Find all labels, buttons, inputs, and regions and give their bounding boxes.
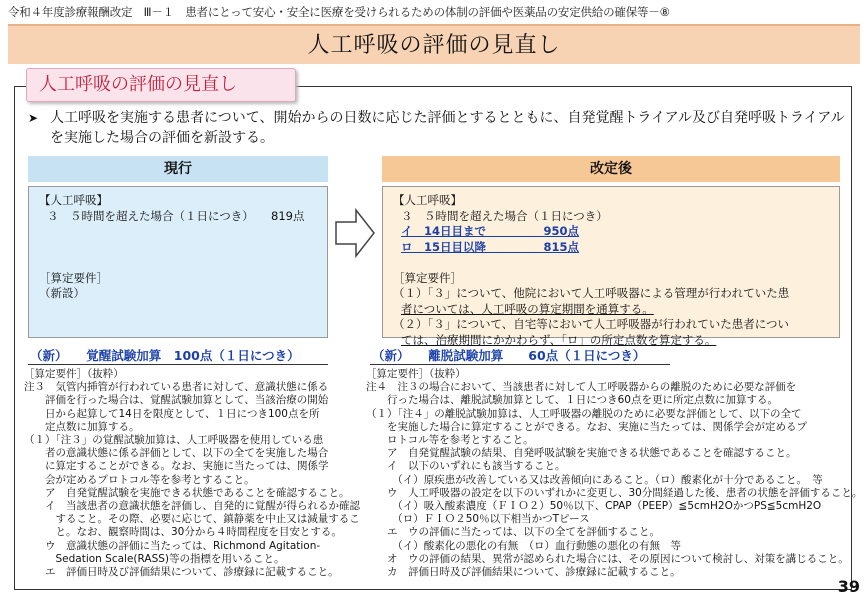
- right-arrow-icon: [334, 208, 376, 258]
- revised-req-1a: （１）「３」について、他院において人工呼吸器による管理が行われていた患: [393, 286, 790, 300]
- revised-line: 【人工呼吸】: [393, 193, 462, 207]
- req-line: 者の意識状態に係る評価として、以下の全てを実施した場合: [24, 447, 329, 460]
- req-line: に算定することができる。なお、実施に当たっては、関係学: [24, 460, 329, 473]
- req-line: ［算定要件］（抜粋）: [24, 368, 124, 380]
- req-line: 日から起算して14日を限度として、１日につき100点を所: [24, 407, 320, 420]
- slide-header: 令和４年度診療報酬改定 Ⅲ－１ 患者にとって安心・安全に医療を受けられるための体制の評価や医薬品の安定供給の確保等－⑧: [8, 5, 670, 19]
- bullet-arrow-icon: ➤: [28, 111, 39, 125]
- req-line: イ 当該患者の意識状態を評価し、自発的に覚醒が得られるか確認: [24, 500, 360, 513]
- revised-req-2b: ては、治療期間にかかわらず、「ロ」の所定点数を算定する。: [401, 332, 717, 347]
- req-line: ア 自発覚醒試験の結果、自発呼吸試験を実施できる状態であることを確認すること。: [366, 447, 797, 460]
- req-line: すること。その際、必要に応じて、鎮静薬を中止又は減量するこ: [24, 513, 360, 526]
- req-line: ロトコル等を参考とすること。: [366, 434, 534, 447]
- current-line: [39, 240, 317, 256]
- page-title: 人工呼吸の評価の見直し: [307, 33, 561, 58]
- wake-test-requirements: [24, 368, 360, 579]
- req-line: （１）「注４」の離脱試験加算は、人工呼吸器の離脱のために必要な評価として、以下の全て: [366, 407, 802, 420]
- weaning-test-addition-title: （新） 離脱試験加算 60点（１日につき）: [372, 348, 646, 363]
- revised-item-ro: ロ 15日目以降 815点: [401, 239, 580, 254]
- current-box: [28, 186, 328, 338]
- revised-item-i: イ 14日目まで 950点: [401, 224, 580, 238]
- req-line: オ ウの評価の結果、異常が認められた場合には、その原因について検討し、対策を講じること。: [366, 552, 849, 565]
- req-line: エ ウの評価に当たっては、以下の全てを評価すること。: [366, 526, 660, 539]
- req-line: 会が定めるプロトコル等を参考とすること。: [24, 473, 255, 486]
- req-line: を実施した場合に算定することができる。なお、実施に当たっては、関係学会が定めるプ: [366, 420, 807, 433]
- wake-test-addition-title: （新） 覚醒試験加算 100点（１日につき）: [30, 348, 300, 363]
- current-line: （新設）: [39, 286, 85, 300]
- lead-paragraph: [28, 108, 848, 148]
- req-line: 注３ 気管内挿管が行われている患者に対して、意識状態に係る: [24, 381, 329, 394]
- req-line: 定点数に加算する。: [24, 420, 140, 433]
- req-line: と。なお、観察時間は、30分から４時間程度を目安とする。: [24, 526, 342, 539]
- req-line: エ 評価日時及び評価結果について、診療録に記載すること。: [24, 566, 339, 579]
- req-line: （イ）酸素化の悪化の有無 （ロ）血行動態の悪化の有無 等: [366, 539, 681, 552]
- title-band: [8, 24, 860, 64]
- revised-line: ３ ５時間を超えた場合（１日につき）: [401, 208, 608, 223]
- req-line: ウ 意識状態の評価に当たっては、Richmond Agitation-: [24, 539, 321, 552]
- req-line: （イ）吸入酸素濃度（ＦＩＯ２）50％以下、CPAP（PEEP）≦5cmH2OかつPS≦5cmH2O: [366, 500, 822, 513]
- req-line: ア 自発覚醒試験を実施できる状態であることを確認すること。: [24, 486, 350, 499]
- section-tab-label: 人工呼吸の評価の見直し: [39, 74, 237, 95]
- divider: [28, 364, 328, 365]
- req-line: 注４ 注３の場合において、当該患者に対して人工呼吸器からの離脱のために必要な評価を: [366, 381, 797, 394]
- req-line: ［算定要件］（抜粋）: [366, 368, 466, 380]
- req-line: イ 以下のいずれにも該当すること。: [366, 460, 566, 473]
- current-line: [39, 224, 317, 240]
- current-column-header: 現行: [28, 156, 328, 182]
- current-line: [39, 255, 317, 271]
- req-line: カ 評価日時及び評価結果について、診療録に記載すること。: [366, 566, 681, 579]
- section-tab: [26, 68, 296, 102]
- req-line: 行った場合は、離脱試験加算として、１日につき60点を更に所定点数に加算する。: [366, 394, 778, 407]
- req-line: ウ 人工呼吸器の設定を以下のいずれかに変更し、30分間経過した後、患者の状態を評価すること。: [366, 486, 863, 499]
- req-line: （１）「注３」の覚醒試験加算は、人工呼吸器を使用している患: [24, 434, 324, 447]
- page-number: 39: [837, 577, 860, 596]
- revised-req-2a: （２）「３」について、自宅等において人工呼吸器が行われていた患者につい: [393, 317, 790, 331]
- revised-line: [393, 255, 829, 271]
- revised-req-1b: 者については、人工呼吸の算定期間を通算する。: [401, 301, 654, 316]
- revised-column-header: 改定後: [382, 156, 840, 182]
- weaning-test-requirements: [366, 368, 863, 579]
- current-line: ［算定要件］: [39, 270, 108, 285]
- current-line: ３ ５時間を超えた場合（１日につき） 819点: [47, 208, 305, 223]
- divider: [370, 364, 670, 365]
- req-line: （イ）原疾患が改善している又は改善傾向にあること。（ロ）酸素化が十分であること。 等: [366, 473, 823, 486]
- req-line: （ロ）ＦＩＯ２50％以下相当かつTピース: [366, 513, 590, 526]
- req-line: 評価を行った場合は、覚醒試験加算として、当該治療の開始: [24, 394, 329, 407]
- revised-req-heading: ［算定要件］: [393, 270, 462, 285]
- lead-text: 人工呼吸を実施する患者について、開始からの日数に応じた評価とするとともに、自発覚醒トライアル及び自発呼吸トライアルを実施した場合の評価を新設する。: [50, 110, 845, 146]
- req-line: Sedation Scale(RASS)等の指標を用いること。: [24, 552, 285, 565]
- revised-box: [382, 186, 840, 347]
- current-line: 【人工呼吸】: [39, 193, 108, 207]
